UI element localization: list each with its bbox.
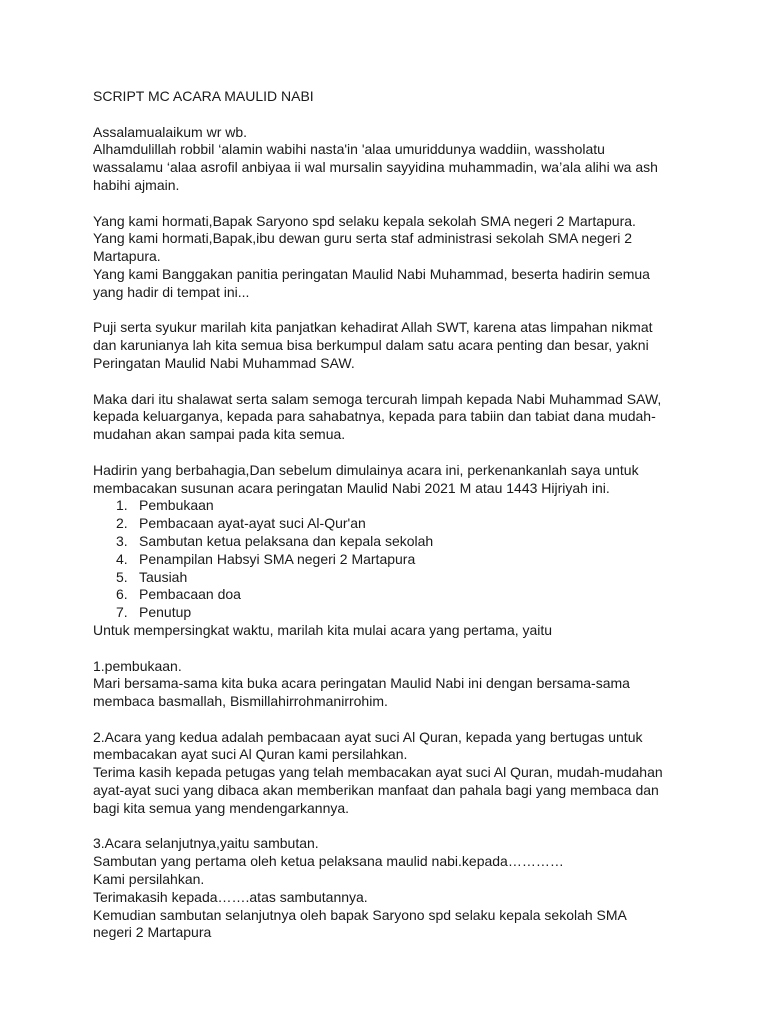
spacer (93, 195, 693, 213)
agenda-item (93, 586, 693, 604)
section-pembukaan (93, 658, 693, 711)
text-line: ayat-ayat suci yang dibaca akan memberikan manfaat dan pahala bagi yang membaca dan (93, 782, 659, 799)
agenda-item (93, 497, 693, 515)
text-line: Terimakasih kepada…….atas sambutannya. (93, 888, 368, 905)
gratitude-paragraph (93, 319, 693, 372)
text-line: Yang kami hormati,Bapak,ibu dewan guru serta staf administrasi sekolah SMA negeri 2 (93, 230, 633, 247)
agenda-outro: Untuk mempersingkat waktu, marilah kita mulai acara yang pertama, yaitu (93, 621, 553, 638)
text-line: Alhamdulillah robbil ‘alamin wabihi nasta'in 'alaa umuriddunya waddiin, wassholatu (93, 141, 605, 158)
agenda-item (93, 569, 693, 587)
agenda-item-label: Sambutan ketua pelaksana dan kepala sekolah (139, 532, 434, 549)
agenda-item (93, 551, 693, 569)
text-line: mudahan akan sampai pada kita semua. (93, 426, 346, 443)
opening-paragraph (93, 124, 693, 195)
section-heading: 1.pembukaan. (93, 657, 182, 674)
spacer (93, 106, 693, 124)
agenda-item (93, 515, 693, 533)
agenda-item-label: Pembacaan ayat-ayat suci Al-Qur'an (139, 515, 366, 532)
text-line: membaca basmallah, Bismillahirrohmanirrohim. (93, 693, 388, 710)
text-line: membacakan ayat suci Al Quran kami persilahkan. (93, 746, 408, 763)
text-line: Peringatan Maulid Nabi Muhammad SAW. (93, 354, 355, 371)
text-line: Kemudian sambutan selanjutnya oleh bapak Saryono spd selaku kepala sekolah SMA (93, 906, 627, 923)
text-line: kepada keluarganya, kepada para sahabatnya, kepada para tabiin dan tabiat dana mudah- (93, 408, 656, 425)
spacer (93, 302, 693, 320)
text-line: bagi kita semua yang mendengarkannya. (93, 799, 350, 816)
spacer (93, 640, 693, 658)
section-heading: 2.Acara yang kedua adalah pembacaan ayat suci Al Quran, kepada yang bertugas untuk (93, 728, 643, 745)
agenda-item-label: Pembukaan (139, 497, 214, 514)
spacer (93, 373, 693, 391)
text-line: habihi ajmain. (93, 176, 180, 193)
agenda-item-number: 3. (116, 532, 128, 549)
text-line: Hadirin yang berbahagia,Dan sebelum dimulainya acara ini, perkenankanlah saya untuk (93, 461, 639, 478)
document-title: SCRIPT MC ACARA MAULID NABI (93, 88, 314, 104)
text-line: negeri 2 Martapura (93, 924, 212, 941)
agenda-intro-paragraph (93, 462, 693, 498)
agenda-item (93, 533, 693, 551)
document-page (93, 88, 693, 942)
greetings-paragraph (93, 213, 693, 302)
text-line: Mari bersama-sama kita buka acara peringatan Maulid Nabi ini dengan bersama-sama (93, 675, 630, 692)
text-line: dan karunianya lah kita semua bisa berkumpul dalam satu acara penting dan besar, yakni (93, 337, 649, 354)
agenda-item (93, 604, 693, 622)
spacer (93, 444, 693, 462)
section-sambutan (93, 835, 693, 942)
text-line: Yang kami hormati,Bapak Saryono spd selaku kepala sekolah SMA negeri 2 Martapura. (93, 212, 636, 229)
text-line: Puji serta syukur marilah kita panjatkan kehadirat Allah SWT, karena atas limpahan nikmat (93, 319, 653, 336)
section-pembacaan-quran (93, 729, 693, 818)
agenda-item-number: 5. (116, 568, 128, 585)
text-line: Terima kasih kepada petugas yang telah membacakan ayat suci Al Quran, mudah-mudahan (93, 764, 663, 781)
shalawat-paragraph (93, 391, 693, 444)
agenda-item-label: Pembacaan doa (139, 586, 241, 603)
agenda-item-number: 6. (116, 586, 128, 603)
text-line: Maka dari itu shalawat serta salam semoga tercurah limpah kepada Nabi Muhammad SAW, (93, 390, 662, 407)
agenda-item-number: 2. (116, 515, 128, 532)
text-line: wassalamu ‘alaa asrofil anbiyaa ii wal mursalin sayyidina muhammadin, wa’ala alihi wa ash (93, 159, 658, 176)
text-line: membacakan susunan acara peringatan Maulid Nabi 2021 M atau 1443 Hijriyah ini. (93, 479, 610, 496)
text-line: Martapura. (93, 248, 161, 265)
spacer (93, 711, 693, 729)
agenda-list (93, 497, 693, 622)
text-line: Yang kami Banggakan panitia peringatan Maulid Nabi Muhammad, beserta hadirin semua (93, 265, 650, 282)
agenda-item-number: 1. (116, 497, 128, 514)
agenda-item-number: 7. (116, 604, 128, 621)
agenda-item-label: Penampilan Habsyi SMA negeri 2 Martapura (139, 550, 416, 567)
text-line: Kami persilahkan. (93, 871, 205, 888)
text-line: yang hadir di tempat ini... (93, 283, 250, 300)
text-line: Sambutan yang pertama oleh ketua pelaksana maulid nabi.kepada………… (93, 853, 564, 870)
agenda-item-number: 4. (116, 550, 128, 567)
section-heading: 3.Acara selanjutnya,yaitu sambutan. (93, 835, 319, 852)
agenda-item-label: Penutup (139, 604, 192, 621)
spacer (93, 818, 693, 836)
agenda-item-label: Tausiah (139, 568, 188, 585)
text-line: Assalamualaikum wr wb. (93, 123, 248, 140)
